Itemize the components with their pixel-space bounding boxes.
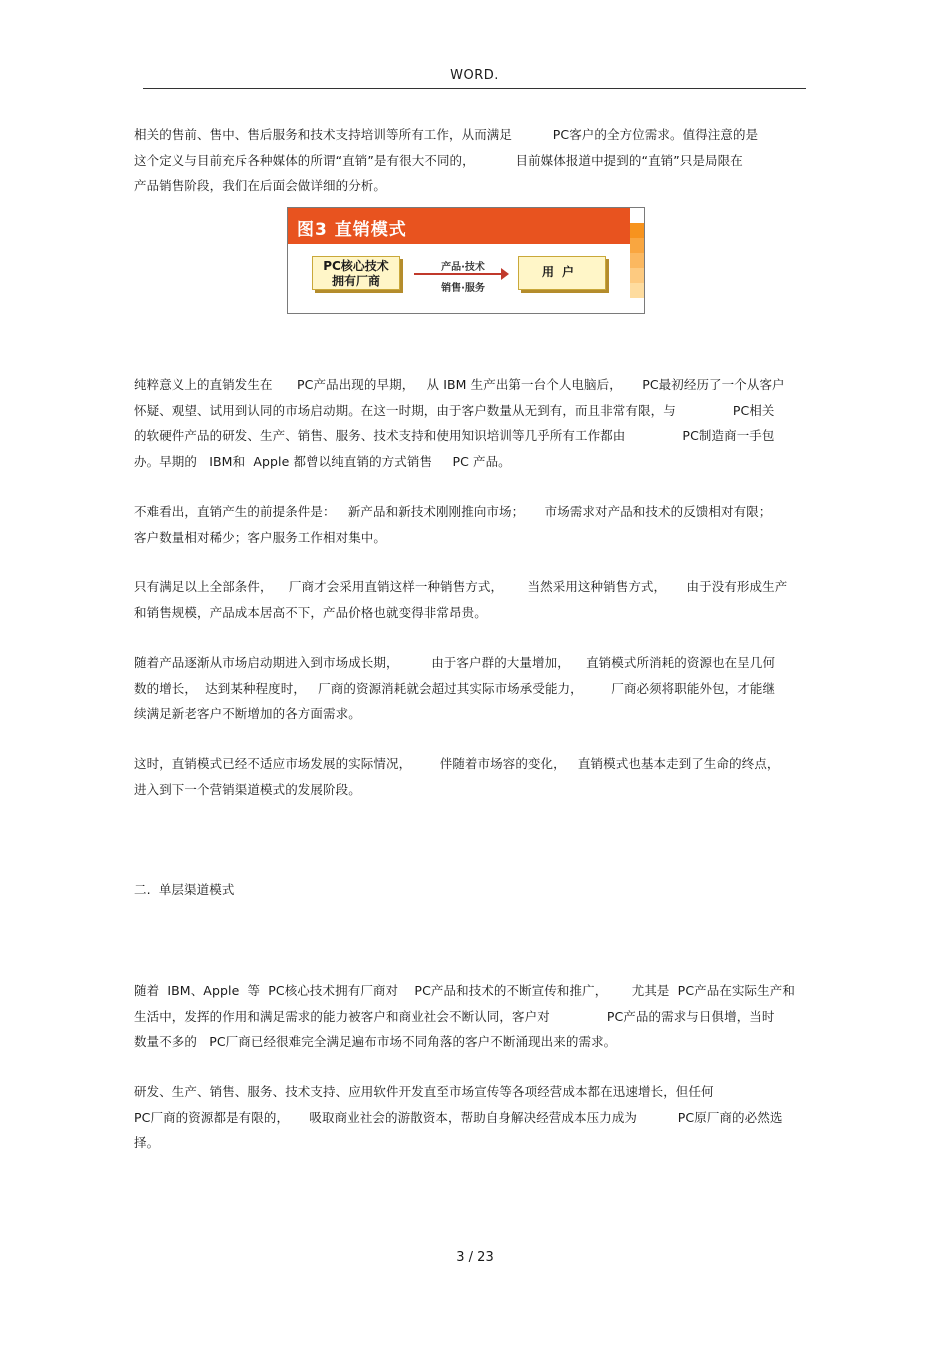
figure-header-bar xyxy=(288,208,630,244)
figure-arrow-label-top: 产品·技术 xyxy=(441,262,485,273)
figure-direct-sales xyxy=(287,207,645,314)
figure-strip-segment xyxy=(630,223,644,238)
paragraph-4: 只有满足以上全部条件， 厂商才会采用直销这样一种销售方式， 当然采用这种销售方式， 由于没有形成生产 和销售规模，产品成本居高不下，产品价格也就变得非常昂贵。 xyxy=(134,579,788,620)
figure-arrow-label-bottom: 销售·服务 xyxy=(441,283,485,294)
section-heading: 二. 单层渠道模式 xyxy=(134,882,235,897)
paragraph-8: 研发、生产、销售、服务、技术支持、应用软件开发直至市场宣传等各项经营成本都在迅速增长，但任何 PC厂商的资源都是有限的， 吸取商业社会的游散资本，帮助自身解决经营成本压力成为 PC原厂商的必然选 择。 xyxy=(134,1084,783,1151)
figure-box-vendor-line2: 拥有厂商 xyxy=(331,274,380,288)
page-number: 3 / 23 xyxy=(456,1250,494,1265)
figure-strip-segment xyxy=(630,253,644,268)
figure-strip-segment xyxy=(630,208,644,223)
paragraph-5: 随着产品逐渐从市场启动期进入到市场成长期， 由于客户群的大量增加， 直销模式所消耗的资源也在呈几何 数的增长， 达到某种程度时， 厂商的资源消耗就会超过其实际市场承受能力， 厂商必须将职能外包，才能继 续满足新老客户不断增加的各方面需求。 xyxy=(134,655,776,722)
figure-title: 图3 直销模式 xyxy=(297,220,407,240)
figure-box-vendor xyxy=(312,256,400,290)
figure-box-vendor-line1: PC核心技术 xyxy=(323,259,389,273)
paragraph-1: 相关的售前、售中、售后服务和技术支持培训等所有工作，从而满足 PC客户的全方位需求。值得注意的是 这个定义与目前充斥各种媒体的所谓“直销”是有很大不同的， 目前媒体报道中提到的“直销”只是局限在 产品销售阶段，我们在后面会做详细的分析。 xyxy=(134,127,759,194)
figure-strip-segment xyxy=(630,268,644,283)
page-header: WORD. xyxy=(450,68,499,83)
arrow-right-icon xyxy=(414,273,502,275)
paragraph-3: 不难看出，直销产生的前提条件是： 新产品和新技术刚刚推向市场； 市场需求对产品和技术的反馈相对有限； 客户数量相对稀少；客户服务工作相对集中。 xyxy=(134,504,772,545)
paragraph-7: 随着 IBM、Apple 等 PC核心技术拥有厂商对 PC产品和技术的不断宣传和推广， 尤其是 PC产品在实际生产和 生活中，发挥的作用和满足需求的能力被客户和商业社会不断认同，客户对 PC产品的需求与日俱增，当时 数量不多的 PC厂商已经很难完全满足遍布市场不同角落的客户不断涌现出来的需求。 xyxy=(134,983,795,1050)
header-rule xyxy=(143,88,806,89)
figure-strip-segment xyxy=(630,283,644,298)
paragraph-2: 纯粹意义上的直销发生在 PC产品出现的早期， 从 IBM 生产出第一台个人电脑后， PC最初经历了一个从客户 怀疑、观望、试用到认同的市场启动期。在这一时期，由于客户数量从无到有，而且非常有限，与 PC相关 的软硬件产品的研发、生产、销售、服务、技术支持和使用知识培训等几乎所有工作都由 PC制造商一手包 办。早期的 IBM和 Apple 都曾以纯直销的方式销售 PC 产品。 xyxy=(134,377,785,469)
figure-box-user: 用户 xyxy=(518,256,606,290)
figure-color-strip xyxy=(630,208,644,313)
paragraph-6: 这时，直销模式已经不适应市场发展的实际情况， 伴随着市场容的变化， 直销模式也基本走到了生命的终点， 进入到下一个营销渠道模式的发展阶段。 xyxy=(134,756,780,797)
figure-strip-segment xyxy=(630,298,644,313)
figure-strip-segment xyxy=(630,238,644,253)
